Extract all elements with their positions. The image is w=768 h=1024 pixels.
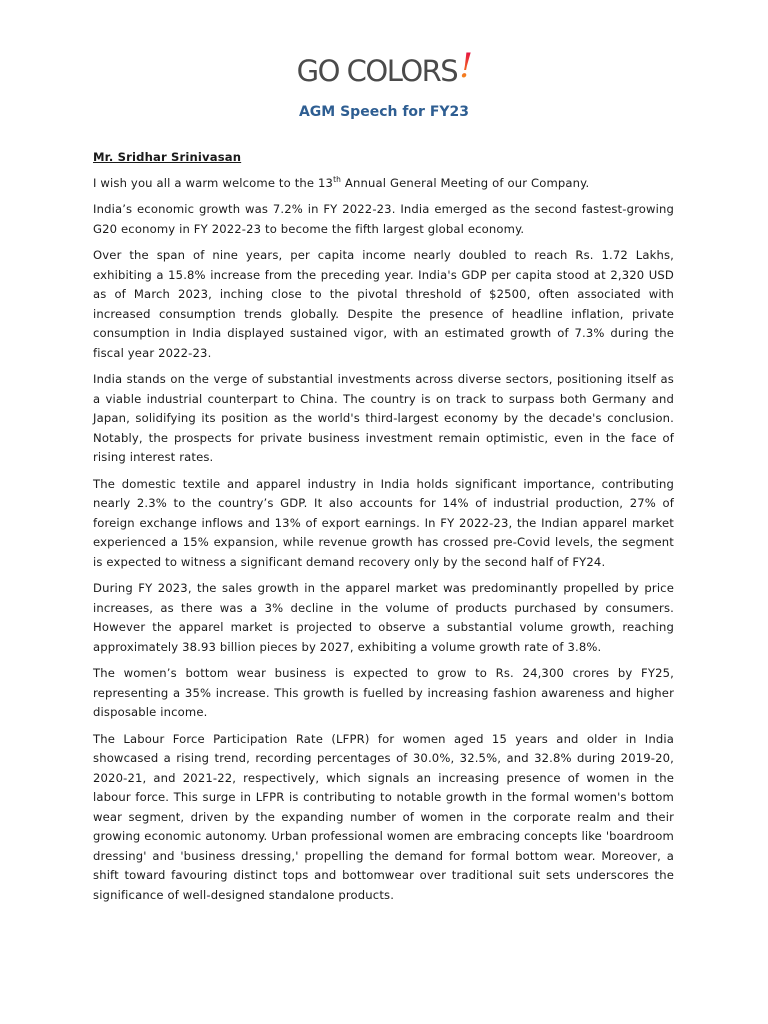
paragraph-sales-growth: During FY 2023, the sales growth in the apparel market was predominantly propelled by price increases, as there was a 3% decline in the volume of products purchased by consumers. However the apparel market is projected to observe a substantial volume growth, reaching approximately 38.93 billion pieces by 2027, exhibiting a volume growth rate of 3.8%. [93, 581, 674, 654]
logo-exclamation-mark: ! [459, 46, 472, 86]
greeting-paragraph [93, 174, 674, 194]
company-logo [0, 46, 768, 89]
logo-text: GO COLORS [296, 54, 458, 88]
speech-body [93, 148, 674, 912]
ordinal-superscript: th [333, 174, 342, 184]
paragraph-bottom-wear: The women’s bottom wear business is expected to grow to Rs. 24,300 crores by FY25, representing a 35% increase. This growth is fuelled by increasing fashion awareness and higher disposable income. [93, 666, 674, 719]
paragraph-textile-industry: The domestic textile and apparel industry in India holds significant importance, contributing nearly 2.3% to the country’s GDP. It also accounts for 14% of industrial production, 27% of foreign exchange inflows and 13% of export earnings. In FY 2022-23, the Indian apparel market experienced a 15% expansion, while revenue growth has crossed pre-Covid levels, the segment is expected to witness a significant demand recovery only by the second half of FY24. [93, 476, 674, 569]
greeting-text-after: Annual General Meeting of our Company. [341, 175, 590, 190]
paragraph-investments: India stands on the verge of substantial investments across diverse sectors, positioning itself as a viable industrial counterpart to China. The country is on track to surpass both Germany and Japan, solidifying its position as the world's third-largest economy by the decade's conclusion. Notably, the prospects for private business investment remain optimistic, even in the face of rising interest rates. [93, 372, 674, 464]
paragraph-lfpr: The Labour Force Participation Rate (LFPR) for women aged 15 years and older in India showcased a rising trend, recording percentages of 30.0%, 32.5%, and 32.8% during 2019-20, 2020-21, and 2021-22, respectively, which signals an increasing presence of women in the labour force. This surge in LFPR is contributing to notable growth in the formal women's bottom wear segment, driven by the expanding number of women in the corporate realm and their growing economic autonomy. Urban professional women are embracing concepts like 'boardroom dressing' and 'business dressing,' propelling the demand for formal bottom wear. Moreover, a shift toward favouring distinct tops and bottomwear over traditional suit sets underscores the significance of well-designed standalone products. [93, 731, 674, 902]
speaker-name: Mr. Sridhar Srinivasan [93, 150, 242, 164]
greeting-text-before: I wish you all a warm welcome to the 13 [93, 175, 334, 190]
paragraph-per-capita-income: Over the span of nine years, per capita income nearly doubled to reach Rs. 1.72 Lakhs, exhibiting a 15.8% increase from the preceding year. India's GDP per capita stood at 2,320 USD as of March 2023, inching close to the pivotal threshold of $2500, often associated with increased consumption trends globally. Despite the presence of headline inflation, private consumption in India displayed sustained vigor, with an estimated growth of 7.3% during the fiscal year 2022-23. [93, 248, 674, 360]
document-title: AGM Speech for FY23 [298, 104, 470, 120]
paragraph-economic-growth: India’s economic growth was 7.2% in FY 2022-23. India emerged as the second fastest-growing G20 economy in FY 2022-23 to become the fifth largest global economy. [93, 202, 674, 236]
